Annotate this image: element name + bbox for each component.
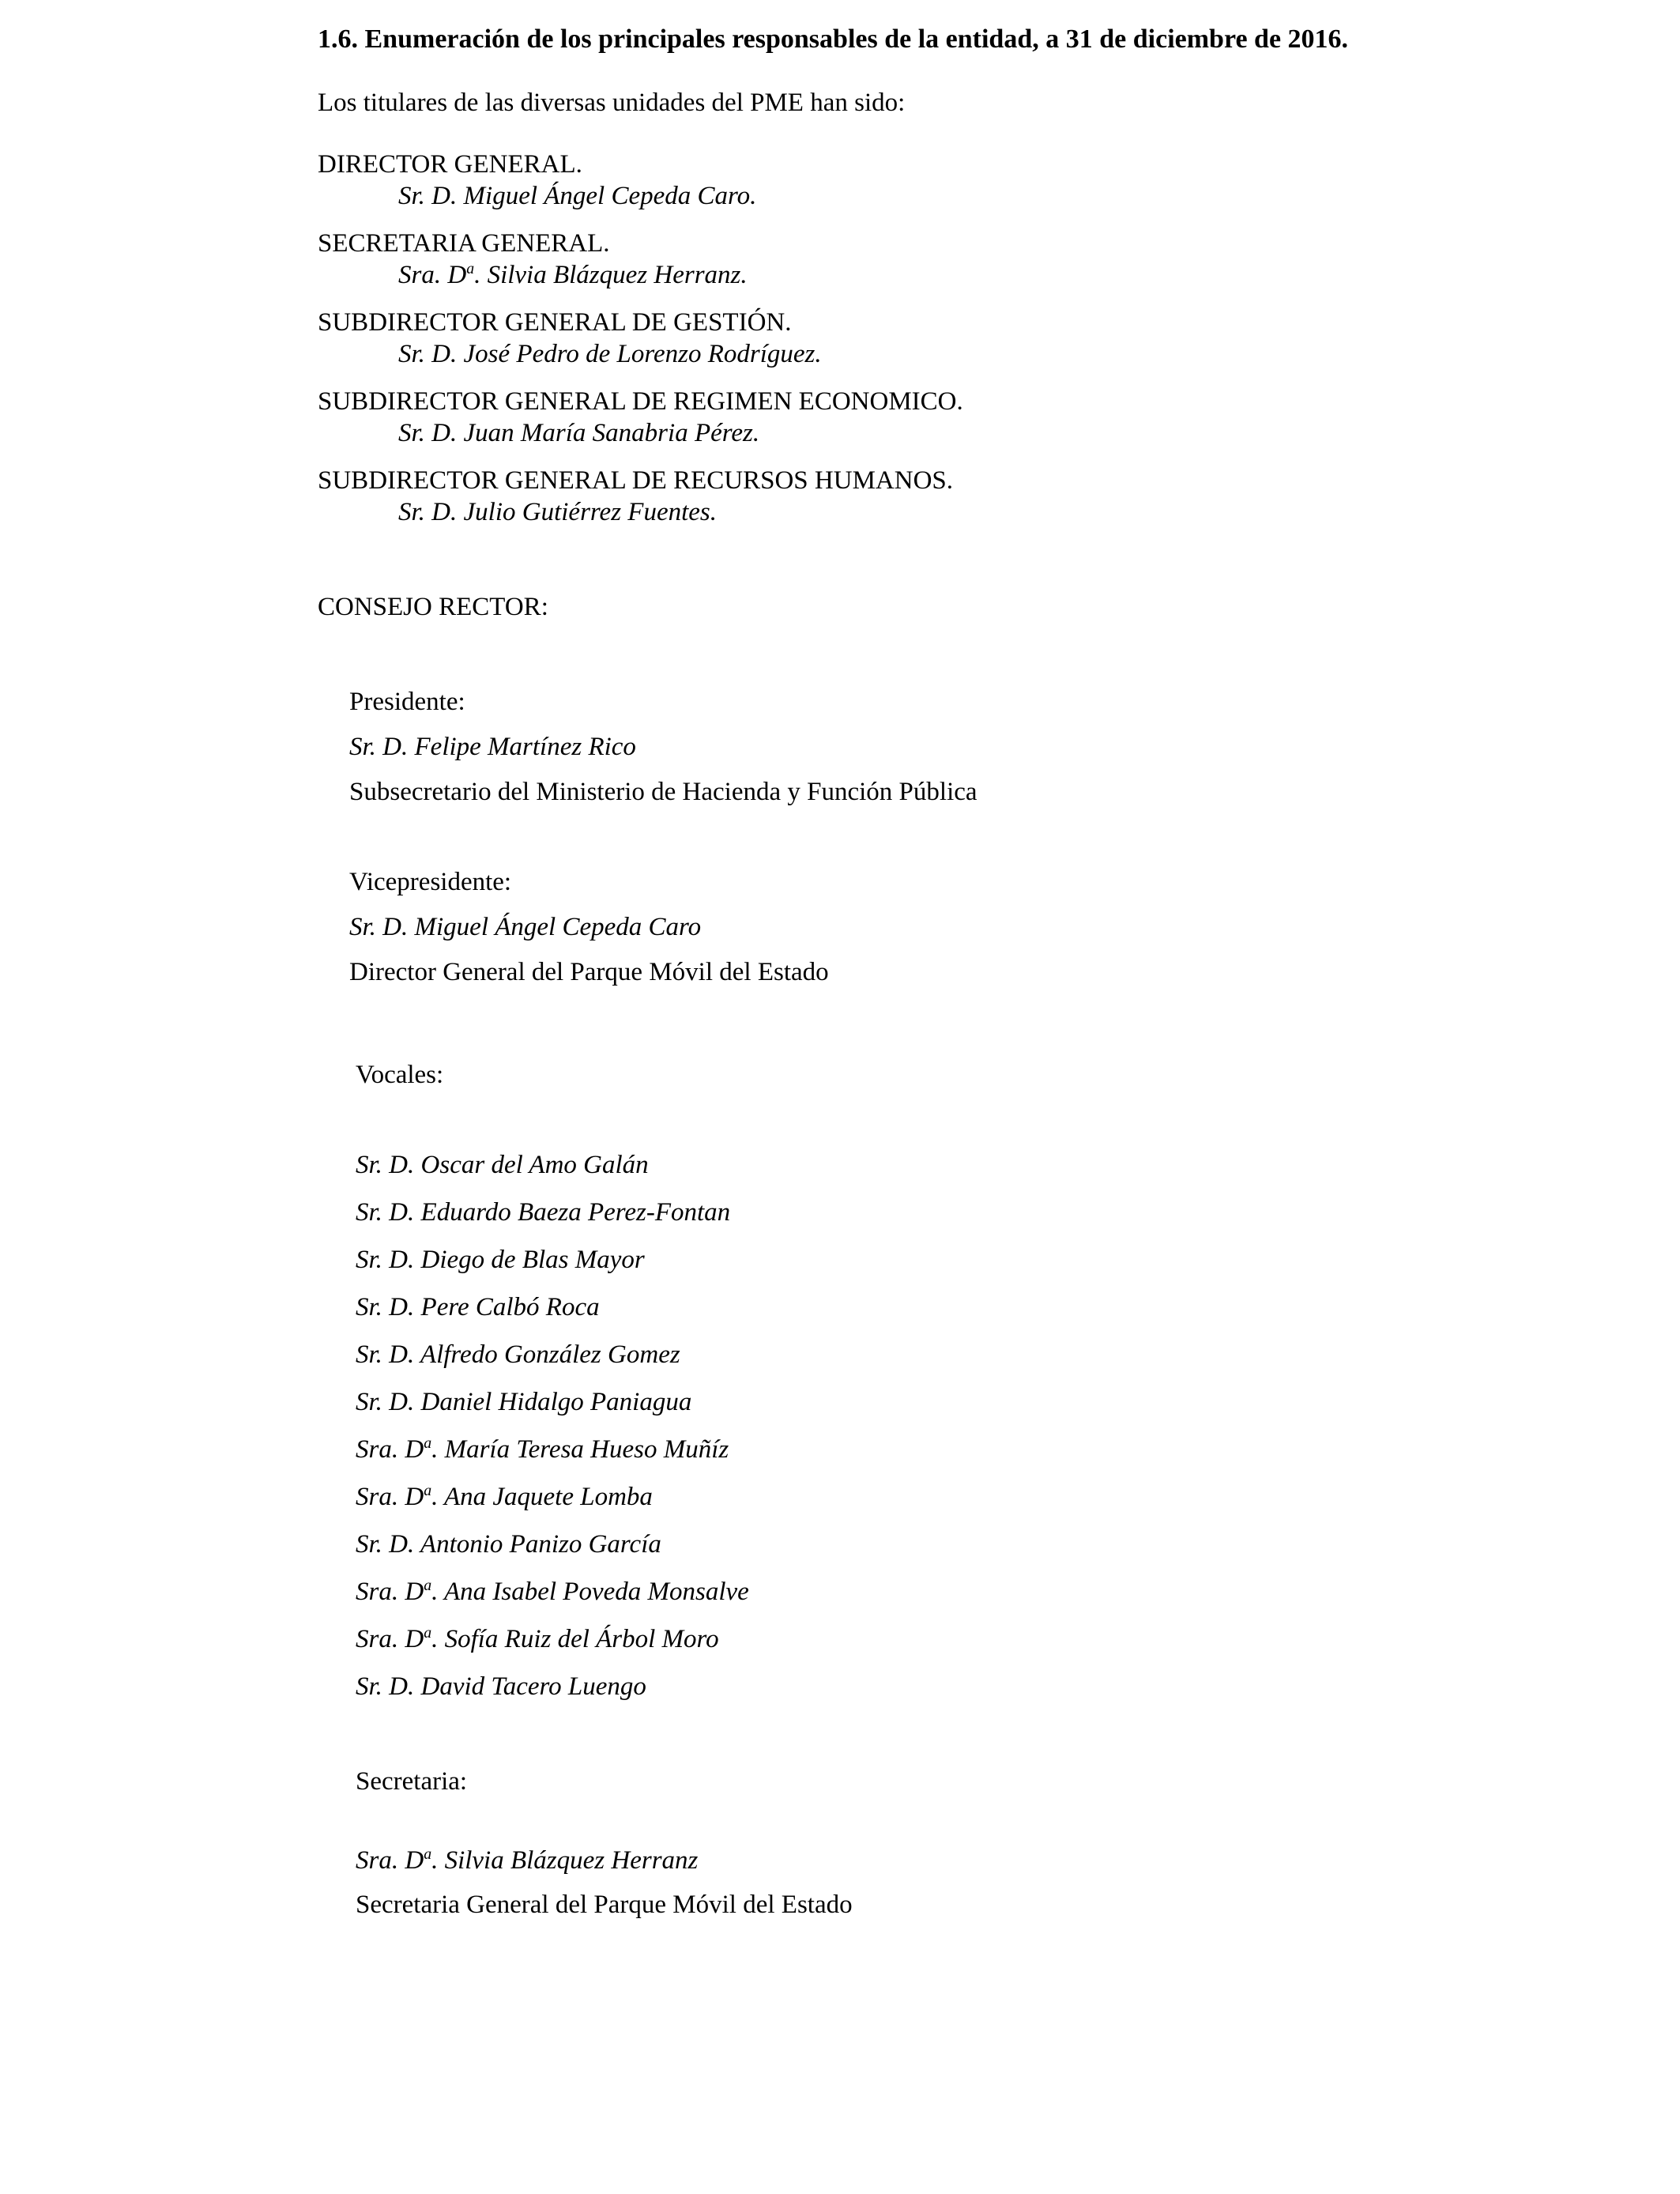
vocal-item: Sr. D. Alfredo González Gomez <box>356 1340 680 1369</box>
secretaria-role: Secretaria General del Parque Móvil del Estado <box>356 1891 853 1919</box>
presidente-name: Sr. D. Felipe Martínez Rico <box>349 733 636 761</box>
unit-holder: Sra. $D^a$. Silvia Blázquez Herranz. <box>398 260 748 289</box>
unit-title: SECRETARIA GENERAL. <box>318 229 610 258</box>
unit-title: DIRECTOR GENERAL. <box>318 150 582 179</box>
vocal-item: Sra. $D^a$. María Teresa Hueso Muñíz <box>356 1434 729 1464</box>
vocal-item: Sra. $D^a$. Ana Isabel Poveda Monsalve <box>356 1577 749 1606</box>
presidente-role: Subsecretario del Ministerio de Hacienda y Función Pública <box>349 778 977 806</box>
vocal-item: Sr. D. Pere Calbó Roca <box>356 1293 600 1321</box>
unit-title: SUBDIRECTOR GENERAL DE RECURSOS HUMANOS. <box>318 466 954 495</box>
vicepresidente-role: Director General del Parque Móvil del Estado <box>349 958 829 986</box>
secretaria-name: Sra. $D^a$. Silvia Blázquez Herranz <box>356 1845 699 1875</box>
unit-title: SUBDIRECTOR GENERAL DE GESTIÓN. <box>318 308 792 337</box>
vocal-item: Sr. D. Eduardo Baeza Perez-Fontan <box>356 1198 731 1227</box>
vicepresidente-label: Vicepresidente: <box>349 868 512 896</box>
consejo-title: CONSEJO RECTOR: <box>318 593 548 621</box>
unit-title: SUBDIRECTOR GENERAL DE REGIMEN ECONOMICO. <box>318 387 963 416</box>
vocal-item: Sra. $D^a$. Ana Jaquete Lomba <box>356 1482 653 1511</box>
vocal-item: Sr. D. Oscar del Amo Galán <box>356 1151 649 1179</box>
unit-holder: Sr. D. José Pedro de Lorenzo Rodríguez. <box>398 340 822 368</box>
vocal-item: Sra. $D^a$. Sofía Ruiz del Árbol Moro <box>356 1624 719 1653</box>
intro-text: Los titulares de las diversas unidades del PME han sido: <box>318 89 906 117</box>
vocal-item: Sr. D. Diego de Blas Mayor <box>356 1246 645 1274</box>
vocal-item: Sr. D. David Tacero Luengo <box>356 1672 646 1701</box>
vicepresidente-name: Sr. D. Miguel Ángel Cepeda Caro <box>349 913 702 941</box>
unit-holder: Sr. D. Juan María Sanabria Pérez. <box>398 419 760 447</box>
vocal-item: Sr. D. Daniel Hidalgo Paniagua <box>356 1388 692 1416</box>
unit-holder: Sr. D. Julio Gutiérrez Fuentes. <box>398 498 717 526</box>
section-heading: 1.6. Enumeración de los principales responsables de la entidad, a 31 de diciembre de 2016. <box>318 25 1349 54</box>
presidente-label: Presidente: <box>349 688 465 716</box>
vocal-item: Sr. D. Antonio Panizo García <box>356 1530 661 1559</box>
unit-holder: Sr. D. Miguel Ángel Cepeda Caro. <box>398 182 757 210</box>
secretaria-label: Secretaria: <box>356 1767 468 1796</box>
vocales-label: Vocales: <box>356 1061 444 1089</box>
